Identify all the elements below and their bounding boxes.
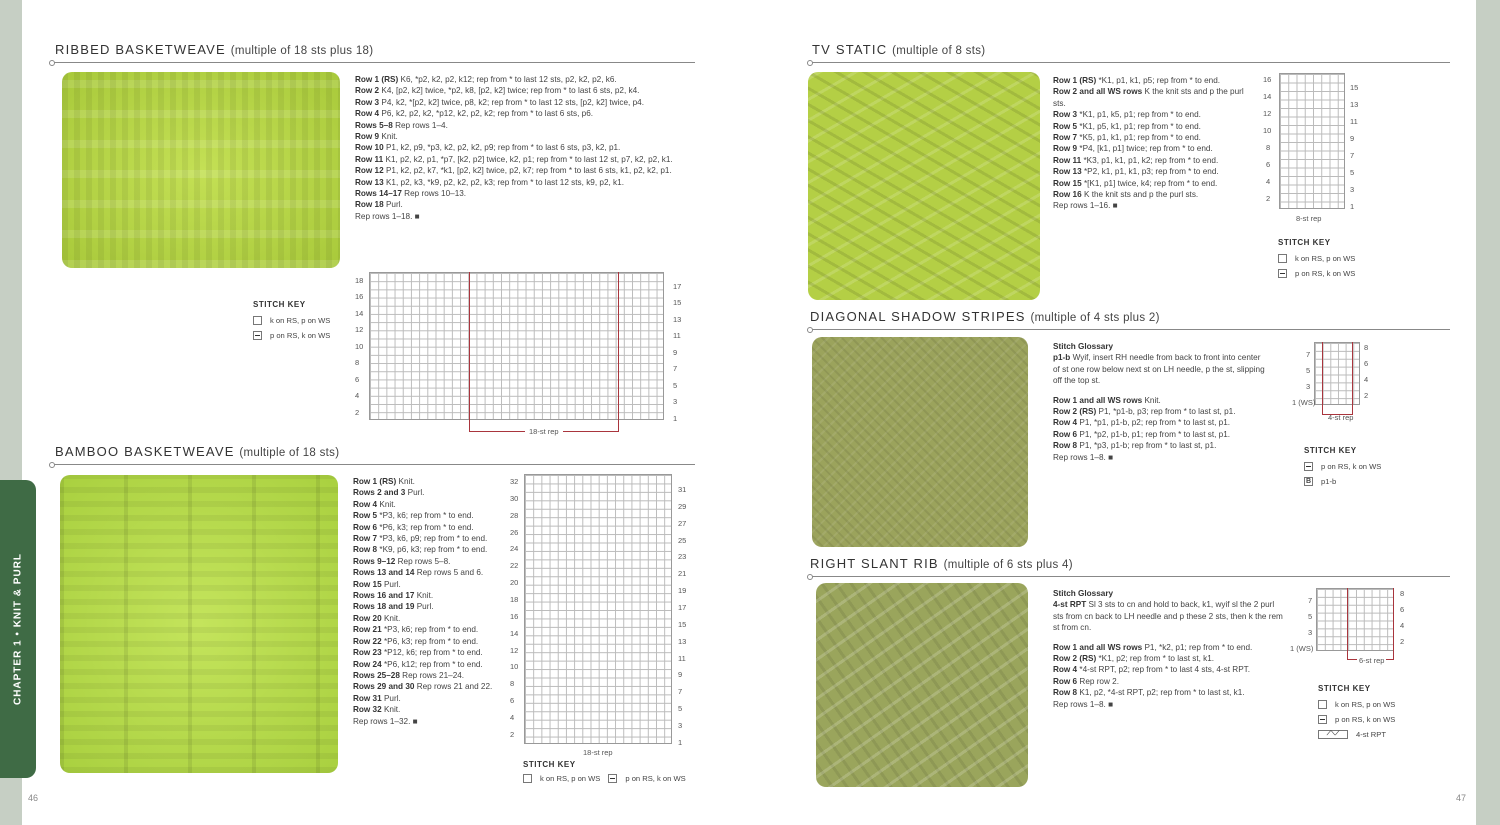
row-number: 7 — [1350, 151, 1355, 160]
row-number: 3 — [1306, 382, 1311, 391]
row-number: 16 — [1263, 75, 1272, 84]
row-number: 10 — [1263, 126, 1272, 135]
row-number: 1 (WS) — [1290, 644, 1314, 653]
right-page — [750, 0, 1500, 825]
row-number: 3 — [678, 721, 683, 730]
row-number: 29 — [678, 502, 687, 511]
row-number: 20 — [510, 578, 519, 587]
row-number: 13 — [1350, 100, 1359, 109]
row-number: 6 — [1266, 160, 1271, 169]
stitch-key-right-slant-rib: STITCH KEY k on RS, p on WS p on RS, k on WS ⟋⟍⟋ 4-st RPT — [1318, 684, 1396, 739]
stitch-key-tv-static: STITCH KEY k on RS, p on WS p on RS, k on WS — [1278, 238, 1356, 278]
stitch-key-bamboo-basketweave: STITCH KEY k on RS, p on WS p on RS, k on WS — [523, 760, 686, 783]
chart-grid — [524, 474, 672, 744]
row-number: 16 — [355, 292, 364, 301]
row-number: 4 — [1400, 621, 1405, 630]
row-number: 14 — [355, 309, 364, 318]
row-number: 26 — [510, 528, 519, 537]
knit-symbol-icon — [1318, 700, 1327, 709]
instructions-right-slant-rib: Stitch Glossary 4-st RPT Sl 3 sts to cn and hold to back, k1, wyif sl the 2 purl sts from cn back to LH needle and p these 2 sts, then k the rem st from cn. Row 1 and all WS rows P1, *k2, p1; rep from * to end. Row 2 (RS) *K1, p2; rep from * to last st, k1. Row 4 *4-st RPT, p2; rep from * to last 4 sts, 4-st RPT. Row 6 Rep row 2. Row 8 K1, p2, *4-st RPT, p2; rep from * to last st, k1. Rep rows 1–8. ■ — [1053, 589, 1283, 709]
section-title-diagonal-shadow-stripes: DIAGONAL SHADOW STRIPES (multiple of 4 sts plus 2) — [810, 309, 1160, 324]
row-number: 7 — [1306, 350, 1311, 359]
row-number: 22 — [510, 561, 519, 570]
row-number: 7 — [673, 364, 678, 373]
repeat-label: 18-st rep — [525, 427, 563, 436]
chart-right-slant-rib — [1290, 586, 1440, 676]
row-number: 9 — [1350, 134, 1355, 143]
row-number: 31 — [678, 485, 687, 494]
row-number: 2 — [1400, 637, 1405, 646]
purl-symbol-icon — [608, 774, 617, 783]
row-number: 5 — [1308, 612, 1313, 621]
row-number: 1 — [673, 414, 678, 423]
purl-symbol-icon — [1278, 269, 1287, 278]
right-margin-band — [1476, 0, 1500, 825]
row-number: 3 — [673, 397, 678, 406]
instructions-ribbed-basketweave: Row 1 (RS) K6, *p2, k2, p2, k12; rep from * to last 12 sts, p2, k2, p2, k6. Row 2 K4, [p2, k2] twice, *p2, k8, [p2, k2] twice; rep from * to last 6 sts, p2, k4. Row 3 P4, k2, *[p2, k2] twice, p8, k2; rep from * to last 12 sts, [p2, k2] twice, p4. Row 4 P6, k2, p2, k2, *p12, k2, p2, k2; rep from * to last 6 sts, p6. Rows 5–8 Rep rows 1–4. Row 9 Knit. Row 10 P1, k2, p9, *p3, k2, p2, k2, p9; rep from * to last 6 sts, p3, k2, p1. Row 11 K1, p2, k2, p1, *p7, [k2, p2] twice, k2, p1; rep from * to last 12 st, p7, k2, p2, k1. Row 12 P1, k2, p2, k7, *k1, [p2, k2] twice, p2, k7; rep from * to last 6 sts, k1, p2, k2, p1. Row 13 K1, p2, k3, *k9, p2, k2, p2, k3; rep from * to last 12 sts, k9, p2, k1. Rows 14–17 Rep rows 10–13. Row 18 Purl. Rep rows 1–18. ■ — [355, 75, 673, 221]
row-number: 21 — [678, 569, 687, 578]
row-number: 7 — [1308, 596, 1313, 605]
row-number: 10 — [510, 662, 519, 671]
instructions-tv-static: Row 1 (RS) *K1, p1, k1, p5; rep from * to end. Row 2 and all WS rows K the knit sts and p the purl sts. Row 3 *K1, p1, k5, p1; rep from * to end. Row 5 *K1, p5, k1, p1; rep from * to end. Row 7 *K5, p1, k1, p1; rep from * to end. Row 9 *P4, [k1, p1] twice; rep from * to end. Row 11 *K3, p1, k1, p1, k2; rep from * to end. Row 13 *P2, k1, p1, k1, p3; rep from * to end. Row 15 *[K1, p1] twice, k4; rep from * to end. Row 16 K the knit sts and p the purl sts. Rep rows 1–16. ■ — [1053, 76, 1244, 211]
row-number: 4 — [355, 391, 360, 400]
row-number: 1 — [678, 738, 683, 747]
row-number: 2 — [510, 730, 515, 739]
row-number: 8 — [510, 679, 515, 688]
knit-symbol-icon — [1278, 254, 1287, 263]
section-title-ribbed-basketweave: RIBBED BASKETWEAVE (multiple of 18 sts plus 18) — [55, 42, 374, 57]
repeat-outline — [469, 272, 619, 432]
row-number: 17 — [678, 603, 687, 612]
page-number-left: 46 — [28, 793, 39, 803]
row-number: 2 — [355, 408, 360, 417]
repeat-label: 18-st rep — [583, 748, 613, 757]
row-number: 6 — [355, 375, 360, 384]
row-number: 17 — [673, 282, 682, 291]
row-number: 7 — [678, 687, 683, 696]
row-number: 3 — [1350, 185, 1355, 194]
page-number-right: 47 — [1455, 793, 1466, 803]
knit-symbol-icon — [523, 774, 532, 783]
row-number: 10 — [355, 342, 364, 351]
swatch-image-bamboo-basketweave — [60, 475, 338, 773]
section-rule — [810, 329, 1450, 330]
stitch-key-diagonal-shadow-stripes: STITCH KEY p on RS, k on WS B p1-b — [1304, 446, 1382, 486]
row-number: 19 — [678, 586, 687, 595]
section-title-bamboo-basketweave: BAMBOO BASKETWEAVE (multiple of 18 sts) — [55, 444, 340, 459]
repeat-outline — [1347, 588, 1394, 660]
chapter-tab-label: CHAPTER 1 • KNIT & PURL — [12, 552, 24, 706]
chart-ribbed-basketweave — [355, 272, 690, 437]
row-number: 1 — [1350, 202, 1355, 211]
row-number: 32 — [510, 477, 519, 486]
section-title-tv-static: TV STATIC (multiple of 8 sts) — [812, 42, 986, 57]
row-number: 8 — [1400, 589, 1405, 598]
row-number: 6 — [1400, 605, 1405, 614]
purl-symbol-icon — [1304, 462, 1313, 471]
row-number: 12 — [510, 646, 519, 655]
row-number: 8 — [1266, 143, 1271, 152]
section-title-right-slant-rib: RIGHT SLANT RIB (multiple of 6 sts plus 4) — [810, 556, 1073, 571]
row-number: 24 — [510, 544, 519, 553]
row-number: 9 — [673, 348, 678, 357]
row-number: 12 — [355, 325, 364, 334]
row-number: 11 — [1350, 117, 1358, 126]
row-number: 2 — [1266, 194, 1271, 203]
p1b-symbol-icon: B — [1305, 478, 1312, 485]
row-number: 4 — [1266, 177, 1271, 186]
row-number: 6 — [510, 696, 515, 705]
instructions-bamboo-basketweave: Row 1 (RS) Knit. Rows 2 and 3 Purl. Row 4 Knit. Row 5 *P3, k6; rep from * to end. Row 6 *P6, k3; rep from * to end. Row 7 *P3, k6, p9; rep from * to end. Row 8 *K9, p6, k3; rep from * to end. Rows 9–12 Rep rows 5–8. Rows 13 and 14 Rep rows 5 and 6. Row 15 Purl. Rows 16 and 17 Knit. Rows 18 and 19 Purl. Row 20 Knit. Row 21 *P3, k6; rep from * to end. Row 22 *P6, k3; rep from * to end. Row 23 *P12, k6; rep from * to end. Row 24 *P6, k12; rep from * to end. Rows 25–28 Rep rows 21–24. Rows 29 and 30 Rep rows 21 and 22. Row 31 Purl. Row 32 Knit. Rep rows 1–32. ■ — [353, 477, 493, 726]
row-number: 5 — [678, 704, 683, 713]
swatch-image-ribbed-basketweave — [62, 72, 340, 268]
row-number: 5 — [1306, 366, 1311, 375]
section-rule — [52, 464, 695, 465]
chart-tv-static — [1262, 73, 1372, 228]
row-number: 1 (WS) — [1292, 398, 1316, 407]
row-number: 15 — [678, 620, 687, 629]
section-rule — [810, 62, 1450, 63]
row-number: 14 — [510, 629, 519, 638]
row-number: 6 — [1364, 359, 1369, 368]
row-number: 18 — [510, 595, 519, 604]
row-number: 28 — [510, 511, 519, 520]
knit-symbol-icon — [253, 316, 262, 325]
row-number: 25 — [678, 536, 687, 545]
chart-bamboo-basketweave — [508, 474, 693, 764]
section-rule — [52, 62, 695, 63]
row-number: 16 — [510, 612, 519, 621]
section-rule — [810, 576, 1450, 577]
instructions-diagonal-shadow-stripes: Stitch Glossary p1-b Wyif, insert RH needle from back to front into center of st one row below next st on LH needle, p the st, slipping off the top st. Row 1 and all WS rows Knit. Row 2 (RS) P1, *p1-b, p3; rep from * to last st, p1. Row 4 P1, *p1, p1-b, p2; rep from * to last st, p1. Row 6 P1, *p2, p1-b, p1; rep from * to last st, p1. Row 8 P1, *p3, p1-b; rep from * to last st, p1. Rep rows 1–8. ■ — [1053, 342, 1265, 462]
chapter-tab — [0, 480, 36, 778]
purl-symbol-icon — [253, 331, 262, 340]
row-number: 4 — [510, 713, 515, 722]
row-number: 27 — [678, 519, 687, 528]
row-number: 2 — [1364, 391, 1369, 400]
row-number: 15 — [673, 298, 682, 307]
swatch-image-right-slant-rib — [816, 583, 1028, 787]
swatch-image-diagonal-shadow-stripes — [812, 337, 1028, 547]
row-number: 13 — [673, 315, 682, 324]
purl-symbol-icon — [1318, 715, 1327, 724]
row-number: 18 — [355, 276, 364, 285]
row-number: 23 — [678, 552, 687, 561]
repeat-label: 8-st rep — [1296, 214, 1322, 223]
row-number: 15 — [1350, 83, 1359, 92]
row-number: 8 — [355, 358, 360, 367]
row-number: 13 — [678, 637, 687, 646]
repeat-outline — [1322, 342, 1353, 415]
repeat-label: 6-st rep — [1359, 656, 1385, 665]
row-number: 4 — [1364, 375, 1369, 384]
chart-grid — [1279, 73, 1345, 209]
cable-4st-rpt-symbol-icon: ⟋⟍⟋ — [1318, 730, 1348, 739]
row-number: 11 — [678, 654, 686, 663]
row-number: 8 — [1364, 343, 1369, 352]
stitch-key-ribbed-basketweave: STITCH KEY k on RS, p on WS p on RS, k on WS — [253, 300, 331, 340]
row-number: 9 — [678, 670, 683, 679]
row-number: 12 — [1263, 109, 1272, 118]
repeat-label: 4-st rep — [1328, 413, 1354, 422]
row-number: 3 — [1308, 628, 1313, 637]
swatch-image-tv-static — [808, 72, 1040, 300]
row-number: 5 — [1350, 168, 1355, 177]
row-number: 30 — [510, 494, 519, 503]
chart-diagonal-shadow-stripes — [1272, 340, 1382, 435]
row-number: 11 — [673, 331, 681, 340]
row-number: 5 — [673, 381, 678, 390]
row-number: 14 — [1263, 92, 1272, 101]
